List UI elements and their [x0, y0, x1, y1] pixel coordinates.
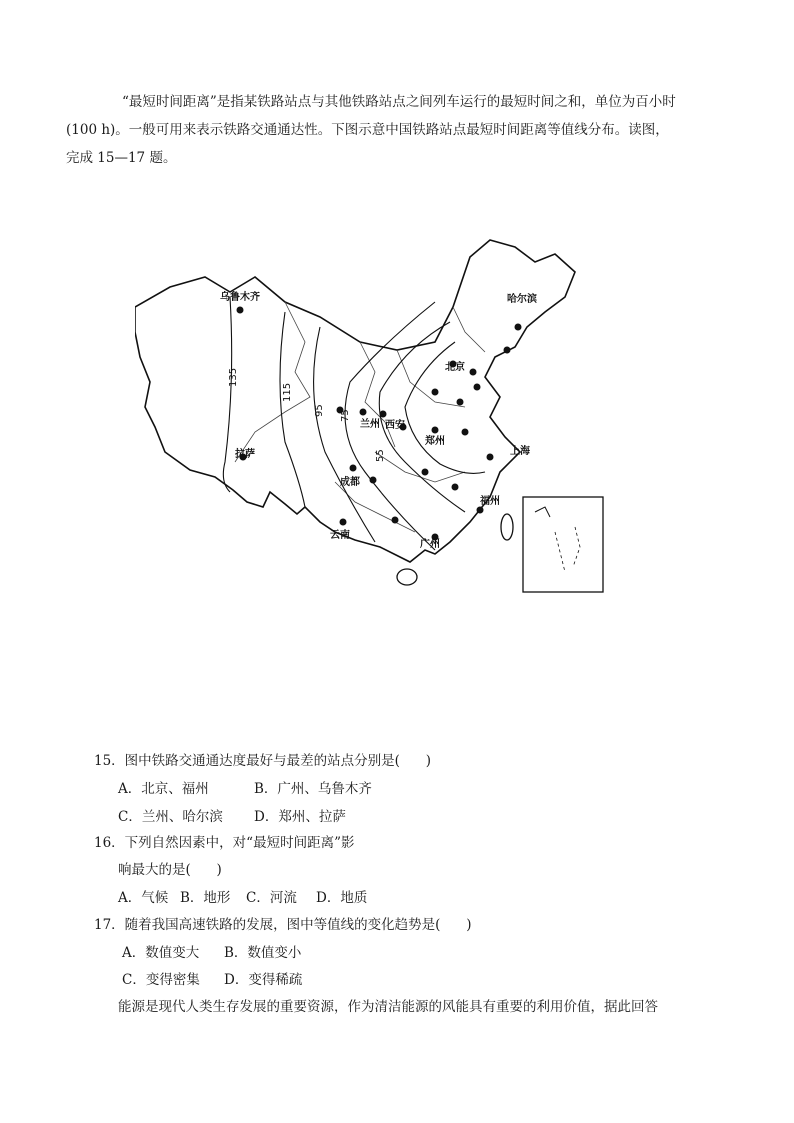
- q17-stem: 17．随着我国高速铁路的发展，图中等值线的变化趋势是( ): [94, 917, 472, 933]
- intro-paragraph: [66, 88, 704, 172]
- south-china-sea-inset: [523, 497, 603, 592]
- isoline-label-75: 75: [340, 409, 351, 422]
- label-lhasa: 拉萨: [235, 449, 255, 460]
- label-chengdu: 成都: [340, 477, 360, 488]
- q15-option-b[interactable]: B．广州、乌鲁木齐: [254, 781, 372, 797]
- q17-option-a[interactable]: A．数值变大: [122, 945, 200, 961]
- label-guangzhou: 广州: [420, 539, 440, 550]
- label-lanzhou: 兰州: [360, 419, 380, 430]
- isoline-135: [223, 297, 231, 492]
- isoline-115: [280, 312, 305, 507]
- intro-line-1: “最短时间距离”是指某铁路站点与其他铁路站点之间列车运行的最短时间之和，单位为百小时: [122, 94, 676, 110]
- label-zhengzhou: 郑州: [425, 436, 445, 447]
- label-fuzhou: 福州: [480, 496, 500, 507]
- q16-option-b[interactable]: B．地形: [180, 890, 231, 906]
- label-yunnan: 云南: [330, 530, 350, 541]
- trailing-paragraph: 能源是现代人类生存发展的重要资源，作为清洁能源的风能具有重要的利用价值，据此回答: [118, 999, 658, 1015]
- isoline-label-55: 55: [375, 449, 386, 462]
- q17-option-d[interactable]: D．变得稀疏: [224, 972, 303, 988]
- label-shanghai: 上海: [510, 446, 530, 457]
- china-outline: [135, 240, 575, 562]
- q15-option-c[interactable]: C．兰州、哈尔滨: [118, 809, 223, 825]
- q15-stem: 15．图中铁路交通通达度最好与最差的站点分别是( ): [94, 753, 431, 769]
- isoline-55: [379, 322, 465, 512]
- taiwan-island: [501, 514, 513, 540]
- q16-option-a[interactable]: A．气候: [118, 890, 169, 906]
- label-beijing: 北京: [445, 362, 465, 373]
- china-railway-isoline-map: [135, 232, 615, 607]
- label-xian: 西安: [385, 420, 405, 431]
- q16-option-c[interactable]: C．河流: [246, 890, 297, 906]
- q15-option-d[interactable]: D．郑州、拉萨: [254, 809, 346, 825]
- hainan-island: [397, 569, 417, 585]
- label-urumqi: 乌鲁木齐: [220, 292, 260, 303]
- isoline-label-115: 115: [282, 382, 293, 402]
- q16-option-d[interactable]: D．地质: [316, 890, 368, 906]
- isoline-label-95: 95: [314, 404, 325, 417]
- isoline-label-135: 135: [228, 367, 239, 387]
- q16-stem-line-1: 16．下列自然因素中，对“最短时间距离”影: [94, 835, 355, 851]
- intro-line-2: (100 h)。一般可用来表示铁路交通通达性。下图示意中国铁路站点最短时间距离等值线分布。读图，: [66, 122, 669, 138]
- q15-option-a[interactable]: A．北京、福州: [118, 781, 209, 797]
- q16-stem-line-2: 响最大的是( ): [118, 862, 222, 878]
- intro-line-3: 完成 15—17 题。: [66, 150, 177, 166]
- q17-option-b[interactable]: B．数值变小: [224, 945, 302, 961]
- q17-option-c[interactable]: C．变得密集: [122, 972, 200, 988]
- isoline-95: [314, 327, 375, 542]
- label-harbin: 哈尔滨: [507, 294, 537, 305]
